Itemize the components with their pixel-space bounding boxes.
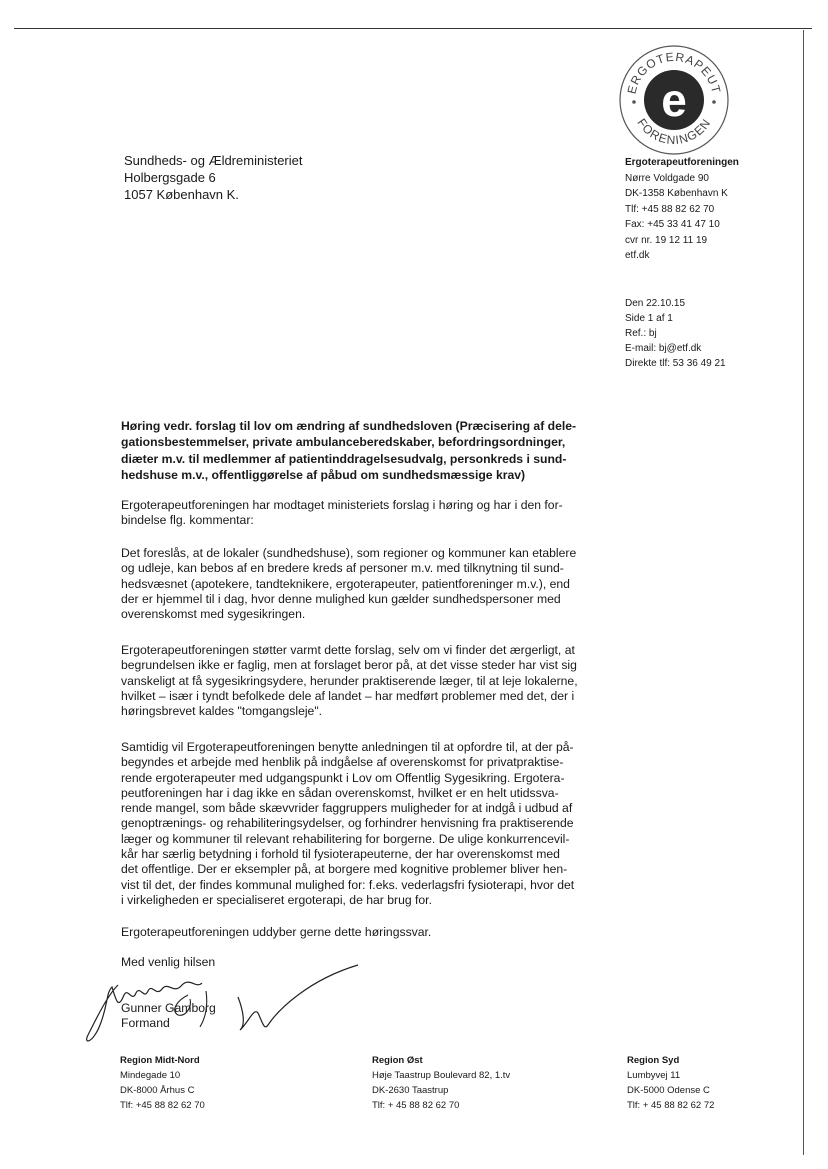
meta-line: Side 1 af 1	[625, 313, 673, 324]
meta-line: Den 22.10.15	[625, 298, 686, 309]
body-line: genoptrænings- og rehabiliteringsydelser, og forhindrer henvisning fra praktiserende	[121, 816, 574, 831]
body-line: der er hjemmel til i dag, hvor denne mulighed kun gælder sundhedspersoner med	[121, 591, 561, 606]
letter-subject	[121, 418, 621, 484]
subject-line: diæter m.v. til medlemmer af patientinddragelsesudvalg, personkreds i sund-	[121, 451, 567, 466]
body-line: hvilket – især i tyndt befolkede dele af landet – har medført problemer med det, der i	[121, 688, 575, 703]
body-line: vist til det, der findes kommunal mulighed for: f.eks. vederlagsfri fysioterapi, hvor det	[121, 877, 575, 892]
meta-line: Ref.: bj	[625, 328, 657, 339]
body-line: begrundelsen ikke er faglig, men at forslaget beror på, at det visse steder har vist sig	[121, 658, 577, 673]
body-line: Det foreslås, at de lokaler (sundhedshuse), som regioner og kommuner kan etablere	[121, 546, 577, 560]
sender-line: Nørre Voldgade 90	[625, 172, 709, 184]
body-line: Ergoterapeutforeningen uddyber gerne dette høringssvar.	[121, 925, 432, 939]
body-line: peutforeningen har i dag ikke en sådan overenskomst, hvilket er en helt utidssva-	[121, 785, 559, 800]
paragraph-support	[121, 643, 641, 719]
sender-org: Ergoterapeutforeningen	[625, 157, 739, 168]
body-line: Samtidig vil Ergoterapeutforeningen benytte anledningen til at opfordre til, at der på-	[121, 740, 574, 754]
sender-line: DK-1358 København K	[625, 188, 728, 199]
body-line: Ergoterapeutforeningen støtter varmt dette forslag, selv om vi finder det ærgerligt, at	[121, 643, 575, 657]
svg-text:ERGOTERAPEUT: ERGOTERAPEUT	[624, 49, 724, 96]
body-line: i virkeligheden er specialiseret ergoterapi, de har brug for.	[121, 892, 432, 907]
body-line: overenskomst med sygesikringen.	[121, 607, 306, 622]
ergoterapeut-logo	[618, 44, 730, 156]
body-line: hedsvæsnet (apotekere, tandteknikere, ergoterapeuter, patientforeninger m.v.), end	[121, 576, 570, 591]
closing-greeting: Med venlig hilsen	[121, 955, 216, 969]
body-line: høringsbrevet kaldes "tomgangsleje".	[121, 704, 323, 719]
body-line: læger og kommuner til relevant rehabilitering for borgerne. De ulige konkurrencevil-	[121, 831, 570, 846]
region-line: Tlf: + 45 88 82 62 72	[627, 1100, 715, 1111]
sender-line: etf.dk	[625, 250, 650, 261]
region-line: Tlf: +45 88 82 62 70	[120, 1100, 205, 1111]
margin-rule	[803, 30, 804, 1155]
body-line: kår har særlig betydning i forhold til fysioterapeuterne, der har overenskomst med	[121, 847, 560, 862]
paragraph-agreement	[121, 740, 641, 908]
body-line: bindelse flg. kommentar:	[121, 513, 254, 528]
region-line: DK-8000 Århus C	[120, 1085, 195, 1096]
body-line: og udleje, kan bebos af en bredere kreds af personer m.v. med tilknytning til sund-	[121, 561, 564, 576]
sender-address	[625, 155, 739, 264]
paragraph-intro	[121, 498, 641, 529]
sender-line: cvr nr. 19 12 11 19	[625, 234, 708, 246]
meta-line: Direkte tlf: 53 36 49 21	[625, 358, 726, 369]
subject-line: hedshuse m.v., offentliggørelse af påbud om sundhedsmæssige krav)	[121, 468, 526, 483]
region-oest	[372, 1053, 510, 1113]
letter-meta	[625, 296, 726, 371]
region-line: Mindegade 10	[120, 1070, 181, 1081]
recipient-line: Sundheds- og Ældreministeriet	[124, 153, 303, 168]
recipient-line: Holbergsgade 6	[124, 170, 216, 185]
region-midt-nord	[120, 1053, 205, 1113]
signatory	[121, 1001, 216, 1032]
body-line: vanskeligt at få sygesikringsydere, herunder praktiserende læger, til at leje lokalerne,	[121, 673, 578, 688]
region-name: Region Øst	[372, 1055, 423, 1066]
region-line: Lumbyvej 11	[627, 1070, 681, 1081]
body-line: rende mangel, som både skævvrider faggruppers muligheder for at indgå i udbud af	[121, 801, 573, 816]
body-line: Ergoterapeutforeningen har modtaget ministeriets forslag i høring og har i den for-	[121, 498, 563, 512]
signatory-name: Gunner Gamborg	[121, 1001, 216, 1015]
body-line: det offentlige. Der er eksempler på, at borgere med kognitive problemer bliver hen-	[121, 862, 568, 877]
body-line: begyndes et arbejde med henblik på indgåelse af overenskomst for privatpraktise-	[121, 755, 564, 770]
meta-line: E-mail: bj@etf.dk	[625, 343, 702, 354]
header-rule	[14, 28, 812, 29]
svg-text:e: e	[661, 74, 687, 126]
region-syd	[627, 1053, 714, 1113]
recipient-line: 1057 København K.	[124, 187, 239, 202]
sender-line: Tlf: +45 88 82 62 70	[625, 203, 715, 215]
region-line: Tlf: + 45 88 82 62 70	[372, 1100, 460, 1111]
subject-line: gationsbestemmelser, private ambulanceberedskaber, befordringsordninger,	[121, 435, 566, 450]
region-line: DK-5000 Odense C	[627, 1085, 710, 1096]
paragraph-proposal	[121, 546, 641, 622]
sender-line: Fax: +45 33 41 47 10	[625, 219, 720, 230]
body-line: rende ergoterapeuter med udgangspunkt i Lov om Offentlig Sygesikring. Ergotera-	[121, 770, 565, 785]
region-name: Region Syd	[627, 1055, 680, 1066]
region-line: Høje Taastrup Boulevard 82, 1.tv	[372, 1070, 511, 1081]
region-name: Region Midt-Nord	[120, 1055, 200, 1066]
svg-text:FORENINGEN: FORENINGEN	[634, 115, 714, 148]
region-line: DK-2630 Taastrup	[372, 1085, 449, 1096]
subject-line: Høring vedr. forslag til lov om ændring af sundhedsloven (Præcisering af dele-	[121, 419, 577, 433]
recipient-address	[124, 152, 302, 203]
signatory-title: Formand	[121, 1016, 170, 1031]
paragraph-closing	[121, 925, 641, 940]
